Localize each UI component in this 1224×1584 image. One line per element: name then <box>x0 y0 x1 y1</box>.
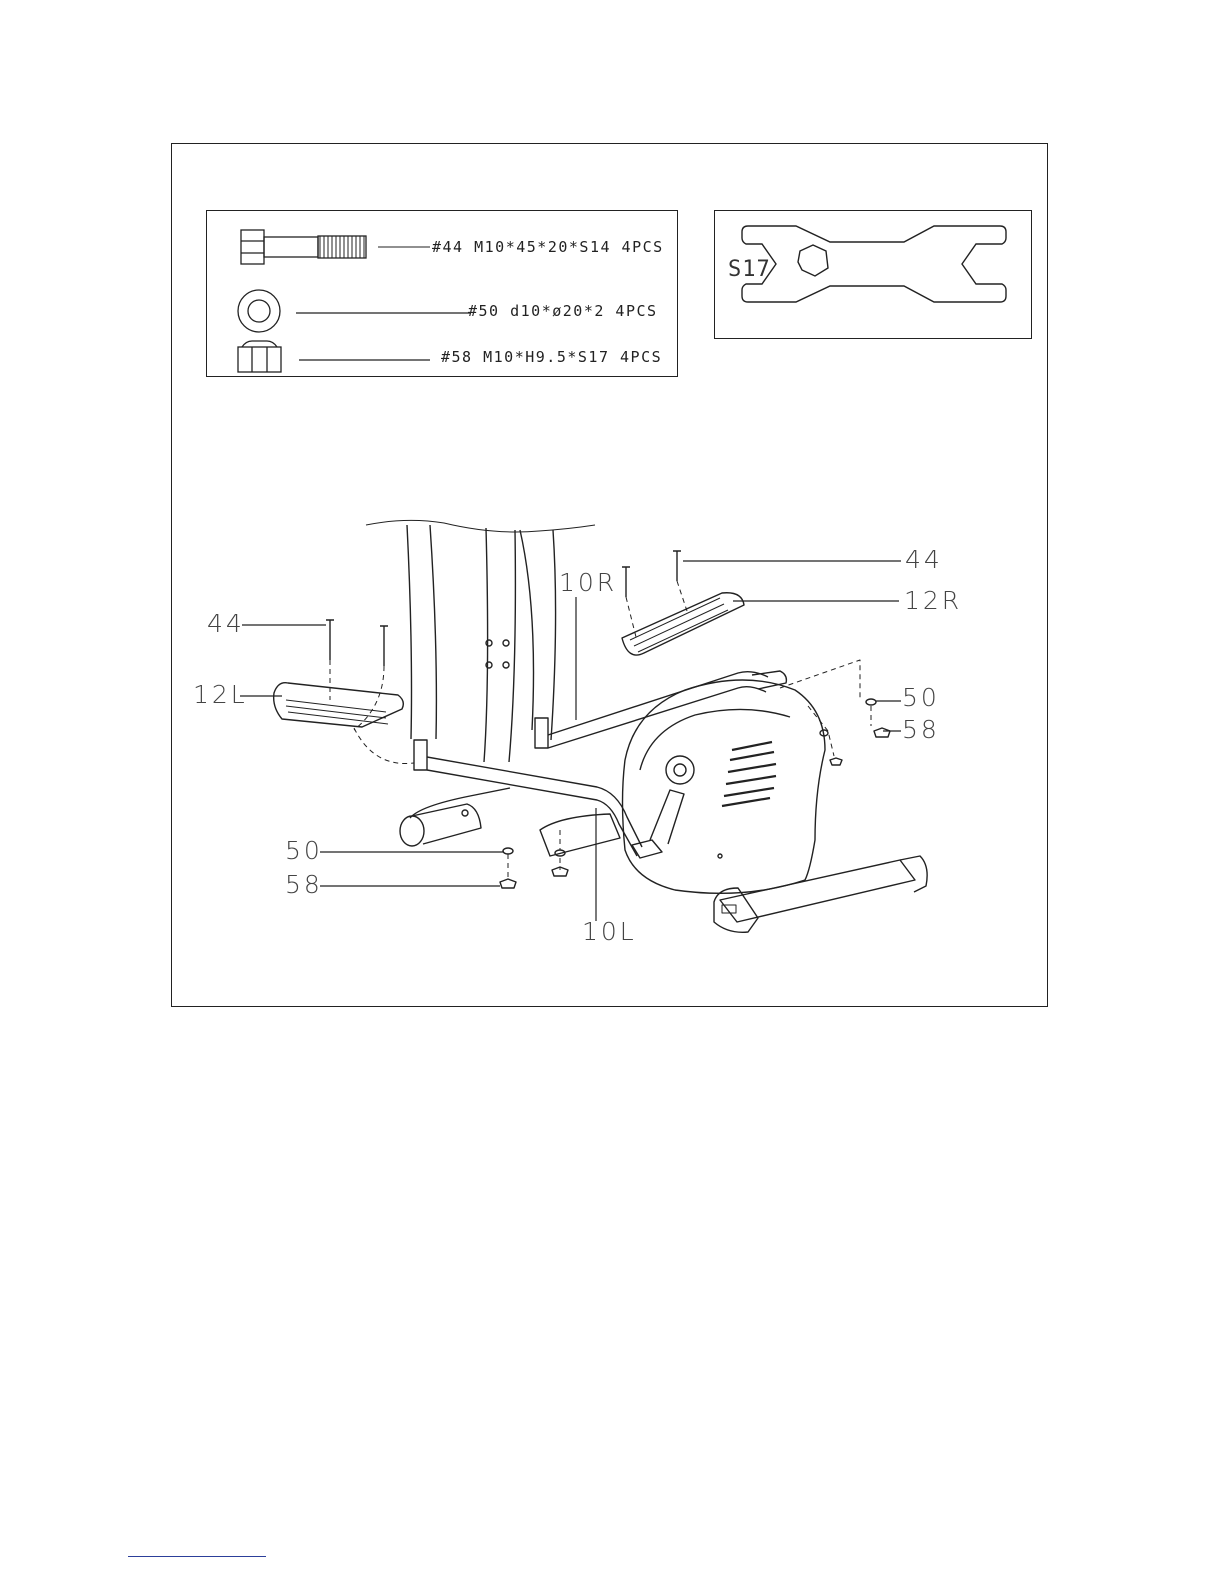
callout-bolt-left: 44 <box>207 609 245 638</box>
flywheel-housing <box>623 680 826 893</box>
right-pedal <box>622 593 744 655</box>
cutaway-edge <box>366 520 595 532</box>
left-pedal <box>274 683 404 727</box>
hardware-label-bolt: #44 M10*45*20*S14 4PCS <box>432 238 664 256</box>
callout-pedal-left: 12L <box>193 680 248 709</box>
callout-nut-left: 58 <box>285 870 323 899</box>
footer-rule <box>128 1556 266 1557</box>
callout-arm-right: 10R <box>559 568 618 597</box>
callout-arm-left: 10L <box>582 917 637 946</box>
wrench-size-label: S17 <box>728 257 771 282</box>
pedal-bolts <box>326 551 681 666</box>
callout-washer-left: 50 <box>285 836 323 865</box>
callout-nut-right: 58 <box>902 715 940 744</box>
hardware-label-washer: #50 d10*ø20*2 4PCS <box>468 302 658 320</box>
callout-bolt-right: 44 <box>905 545 943 574</box>
front-mast <box>407 525 556 762</box>
rear-stabilizer <box>714 856 927 932</box>
hardware-label-nut: #58 M10*H9.5*S17 4PCS <box>441 348 663 366</box>
callout-pedal-right: 12R <box>904 586 963 615</box>
callout-washer-right: 50 <box>902 683 940 712</box>
